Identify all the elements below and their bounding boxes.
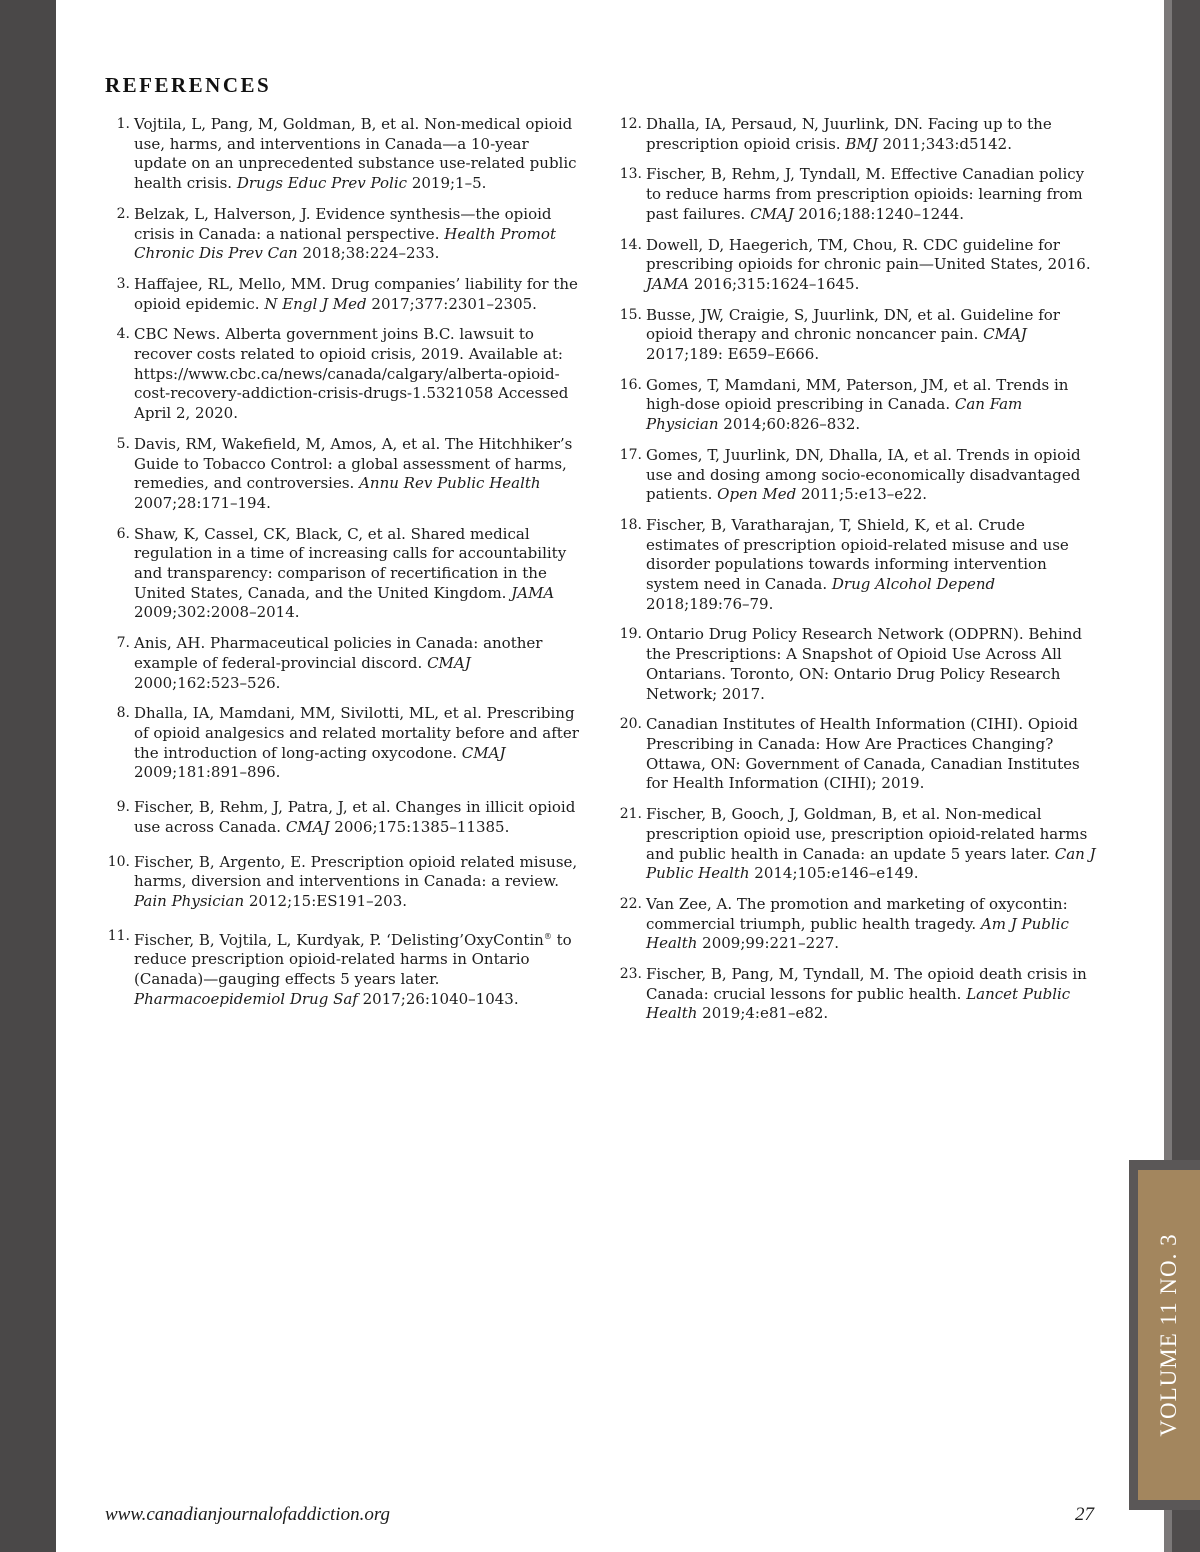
reference-source: CMAJ bbox=[461, 743, 506, 762]
reference-source: Health Promot Chronic Dis Prev Can bbox=[134, 224, 556, 263]
reference-segment: ® bbox=[543, 931, 552, 941]
reference-segment: Belzak, L, Halverson, J. Evidence synthesis—the opioid crisis in Canada: a national perspective. bbox=[134, 204, 552, 243]
volume-label: VOLUME 11 NO. 3 bbox=[1156, 1233, 1181, 1437]
reference-segment: 2011;343:d5142. bbox=[877, 134, 1012, 153]
reference-segment: Canadian Institutes of Health Information (CIHI). Opioid Prescribing in Canada: How Are Practices Changing? Ottawa, ON: Government of Canada, Canadian Institutes for Health Information (CIHI); 2019. bbox=[646, 715, 1080, 793]
reference-segment: Gomes, T, Mamdani, MM, Paterson, JM, et al. Trends in high-dose opioid prescribing in Canada. bbox=[646, 375, 1069, 414]
reference-source: CMAJ bbox=[285, 817, 330, 836]
reference-item bbox=[105, 325, 585, 424]
reference-source: Annu Rev Public Health bbox=[359, 474, 541, 493]
reference-source: CMAJ bbox=[750, 204, 794, 223]
reference-number: 17. bbox=[619, 446, 642, 463]
reference-text bbox=[646, 895, 1069, 952]
reference-text bbox=[134, 525, 566, 622]
reference-source: BMJ bbox=[845, 134, 878, 153]
reference-segment: 2012;15:ES191–203. bbox=[244, 891, 408, 910]
reference-number: 8. bbox=[116, 705, 130, 722]
reference-source: Pain Physician bbox=[134, 891, 245, 910]
reference-segment: 2017;377:2301–2305. bbox=[366, 294, 537, 313]
reference-text bbox=[646, 625, 1082, 702]
reference-text bbox=[134, 435, 572, 512]
reference-text bbox=[646, 805, 1096, 882]
reference-number: 3. bbox=[116, 275, 130, 292]
reference-text bbox=[134, 275, 578, 313]
reference-text bbox=[134, 853, 577, 910]
reference-item bbox=[617, 625, 1097, 704]
reference-segment: 2007;28:171–194. bbox=[134, 493, 271, 512]
reference-item bbox=[105, 704, 585, 783]
reference-segment: Dhalla, IA, Mamdani, MM, Sivilotti, ML, et al. Prescribing of opioid analgesics and related mortality before and after the introduction of long-acting oxycodone. bbox=[134, 704, 579, 762]
reference-segment: 2011;5:e13–e22. bbox=[796, 485, 928, 504]
reference-item bbox=[617, 306, 1097, 365]
reference-item bbox=[105, 275, 585, 314]
reference-item bbox=[617, 236, 1097, 295]
reference-segment: 2014;105:e146–e149. bbox=[749, 864, 919, 883]
reference-text bbox=[646, 446, 1081, 503]
reference-number: 2. bbox=[116, 205, 130, 222]
reference-number: 16. bbox=[619, 376, 642, 393]
reference-segment: Fischer, B, Rehm, J, Patra, J, et al. Changes in illicit opioid use across Canada. bbox=[134, 798, 576, 836]
reference-segment: Vojtila, L, Pang, M, Goldman, B, et al. Non-medical opioid use, harms, and interventions in Canada—a 10-year update on an unprecedented substance use-related public health crisis. bbox=[134, 115, 577, 193]
reference-number: 22. bbox=[619, 895, 642, 912]
reference-segment: 2018;189:76–79. bbox=[646, 594, 774, 613]
reference-segment: 2016;188:1240–1244. bbox=[793, 204, 965, 223]
reference-item bbox=[617, 446, 1097, 505]
reference-source: JAMA bbox=[646, 274, 690, 293]
reference-segment: Fischer, B, Argento, E. Prescription opioid related misuse, harms, diversion and interventions in Canada: a review. bbox=[134, 852, 578, 891]
reference-segment: Davis, RM, Wakefield, M, Amos, A, et al. The Hitchhiker’s Guide to Tobacco Control: a global assessment of harms, remedies, and controversies. bbox=[134, 434, 573, 493]
references-column-left bbox=[105, 115, 585, 1009]
reference-item bbox=[617, 895, 1097, 954]
reference-text bbox=[134, 931, 572, 1008]
reference-number: 4. bbox=[116, 326, 130, 343]
references-column-right bbox=[617, 115, 1097, 1024]
reference-item bbox=[105, 798, 585, 837]
reference-item bbox=[617, 715, 1097, 794]
reference-number: 20. bbox=[619, 716, 642, 733]
reference-source: JAMA bbox=[511, 583, 555, 602]
reference-segment: 2019;1–5. bbox=[407, 174, 487, 193]
reference-segment: Dowell, D, Haegerich, TM, Chou, R. CDC guideline for prescribing opioids for chronic pain—United States, 2016. bbox=[646, 235, 1091, 274]
reference-number: 10. bbox=[107, 853, 130, 870]
footer-url[interactable]: www.canadianjournalofaddiction.org bbox=[105, 1504, 391, 1525]
reference-text bbox=[646, 115, 1052, 153]
reference-text bbox=[134, 798, 575, 836]
reference-number: 14. bbox=[619, 236, 642, 253]
reference-number: 5. bbox=[116, 435, 130, 452]
reference-item bbox=[105, 205, 585, 264]
reference-text bbox=[646, 376, 1068, 433]
reference-number: 1. bbox=[116, 116, 130, 132]
reference-text bbox=[134, 205, 556, 262]
reference-item bbox=[617, 516, 1097, 615]
reference-segment: Van Zee, A. The promotion and marketing of oxycontin: commercial triumph, public health tragedy. bbox=[646, 894, 1068, 933]
reference-segment: CBC News. Alberta government joins B.C. lawsuit to recover costs related to opioid crisis, 2019. Available at: https://www.cbc.ca/news/canada/calgary/alberta-opioid-cost-recovery-addiction-crisis-drugs-1.5321058 Accessed April 2, 2020. bbox=[134, 325, 569, 423]
reference-segment: Shaw, K, Cassel, CK, Black, C, et al. Shared medical regulation in a time of increasing calls for accountability and transparency: comparison of recertification in the United States, Canada, and the United Kingdom. bbox=[134, 524, 567, 602]
reference-segment: 2014;60:826–832. bbox=[718, 415, 861, 434]
reference-item bbox=[617, 805, 1097, 884]
reference-text bbox=[646, 965, 1087, 1022]
reference-item bbox=[105, 853, 585, 912]
reference-source: Drugs Educ Prev Polic bbox=[236, 174, 408, 193]
reference-segment: 2009;99:221–227. bbox=[697, 934, 840, 953]
reference-number: 18. bbox=[619, 516, 642, 533]
reference-number: 11. bbox=[107, 927, 130, 944]
reference-item bbox=[617, 376, 1097, 435]
reference-segment: 2016;315:1624–1645. bbox=[689, 274, 860, 293]
reference-segment: 2017;26:1040–1043. bbox=[357, 989, 519, 1008]
reference-item bbox=[105, 927, 585, 1010]
reference-number: 19. bbox=[619, 626, 642, 643]
reference-text bbox=[134, 115, 577, 192]
reference-segment: Fischer, B, Pang, M, Tyndall, M. The opioid death crisis in Canada: crucial lessons for public health. bbox=[646, 965, 1087, 1003]
reference-segment: Haffajee, RL, Mello, MM. Drug companies’ liability for the opioid epidemic. bbox=[134, 274, 578, 313]
reference-segment: Fischer, B, Vojtila, L, Kurdyak, P. ‘Delisting’OxyContin bbox=[134, 930, 544, 949]
reference-item bbox=[105, 115, 585, 194]
reference-text bbox=[646, 236, 1091, 293]
reference-number: 6. bbox=[116, 525, 130, 542]
references-heading: REFERENCES bbox=[105, 73, 272, 97]
reference-source: CMAJ bbox=[427, 653, 471, 672]
reference-item bbox=[105, 435, 585, 514]
reference-segment: to reduce prescription opioid-related harms in Ontario (Canada)—gauging effects 5 years later. bbox=[134, 930, 572, 989]
reference-text bbox=[646, 715, 1080, 792]
reference-segment: 2018;38:224–233. bbox=[297, 244, 440, 263]
reference-item bbox=[617, 965, 1097, 1024]
reference-segment: 2006;175:1385–11385. bbox=[329, 817, 510, 836]
reference-segment: 2000;162:523–526. bbox=[134, 673, 281, 692]
reference-text bbox=[134, 704, 579, 781]
reference-segment: Fischer, B, Rehm, J, Tyndall, M. Effective Canadian policy to reduce harms from prescription opioids: learning from past failures. bbox=[646, 165, 1085, 223]
reference-source: N Engl J Med bbox=[264, 294, 367, 313]
page-number: 27 bbox=[1075, 1504, 1094, 1525]
reference-source: Open Med bbox=[717, 485, 797, 504]
reference-text bbox=[134, 325, 568, 422]
reference-segment: Gomes, T, Juurlink, DN, Dhalla, IA, et al. Trends in opioid use and dosing among socio-economically disadvantaged patients. bbox=[646, 445, 1081, 504]
reference-item bbox=[617, 115, 1097, 154]
reference-number: 13. bbox=[619, 166, 642, 183]
reference-number: 21. bbox=[619, 806, 642, 823]
reference-segment: Fischer, B, Gooch, J, Goldman, B, et al. Non-medical prescription opioid use, prescription opioid-related harms and public health in Canada: an update 5 years later. bbox=[646, 805, 1088, 863]
reference-text bbox=[134, 634, 542, 691]
reference-item bbox=[105, 525, 585, 624]
reference-text bbox=[646, 306, 1060, 363]
reference-item bbox=[617, 165, 1097, 224]
reference-number: 7. bbox=[116, 635, 130, 652]
reference-number: 15. bbox=[619, 306, 642, 323]
reference-number: 23. bbox=[619, 966, 642, 983]
reference-number: 12. bbox=[619, 116, 642, 132]
reference-segment: Fischer, B, Varatharajan, T, Shield, K, et al. Crude estimates of prescription opioid-related misuse and use disorder populations towards informing intervention system need in Canada. bbox=[646, 515, 1069, 594]
reference-segment: Anis, AH. Pharmaceutical policies in Canada: another example of federal-provincial discord. bbox=[134, 634, 543, 672]
reference-number: 9. bbox=[116, 799, 130, 816]
reference-source: Can Fam Physician bbox=[646, 395, 1023, 434]
reference-source: Am J Public Health bbox=[646, 914, 1069, 953]
reference-segment: Dhalla, IA, Persaud, N, Juurlink, DN. Facing up to the prescription opioid crisis. bbox=[646, 115, 1052, 153]
reference-segment: 2009;181:891–896. bbox=[134, 763, 281, 782]
reference-segment: 2019;4:e81–e82. bbox=[697, 1004, 829, 1023]
reference-source: CMAJ bbox=[983, 325, 1027, 344]
reference-source: Can J Public Health bbox=[646, 844, 1096, 883]
reference-item bbox=[105, 634, 585, 693]
reference-source: Drug Alcohol Depend bbox=[831, 575, 996, 594]
reference-text bbox=[646, 165, 1084, 222]
reference-segment: 2009;302:2008–2014. bbox=[134, 603, 300, 622]
reference-segment: Busse, JW, Craigie, S, Juurlink, DN, et al. Guideline for opioid therapy and chronic noncancer pain. bbox=[646, 305, 1060, 344]
reference-text bbox=[646, 516, 1069, 613]
reference-source: Pharmacoepidemiol Drug Saf bbox=[134, 989, 358, 1008]
reference-segment: Ontario Drug Policy Research Network (ODPRN). Behind the Prescriptions: A Snapshot of Opioid Use Across All Ontarians. Toronto, ON: Ontario Drug Policy Research Network; 2017. bbox=[646, 625, 1082, 703]
reference-segment: 2017;189: E659–E666. bbox=[646, 345, 820, 364]
reference-source: Lancet Public Health bbox=[646, 984, 1071, 1023]
